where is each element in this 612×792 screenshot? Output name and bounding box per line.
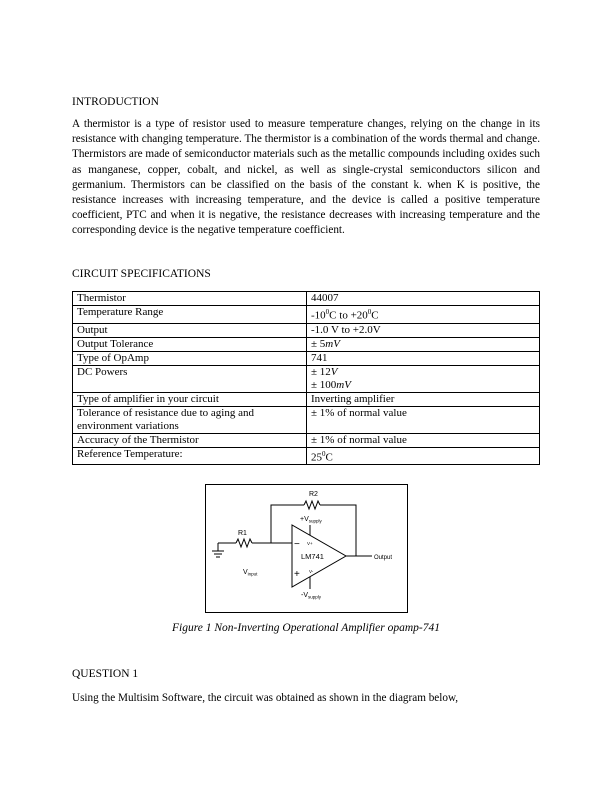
table-cell-value: -1.0 V to +2.0V: [307, 323, 540, 337]
value-part: C: [371, 309, 379, 322]
table-cell-value: [307, 447, 540, 465]
lm741-label: LM741: [301, 552, 324, 561]
table-cell-label: Type of OpAmp: [73, 351, 307, 365]
circuit-specifications-heading: CIRCUIT SPECIFICATIONS: [72, 268, 211, 280]
introduction-heading: INTRODUCTION: [72, 96, 159, 108]
table-cell-label: Thermistor: [73, 292, 307, 306]
table-cell-label: Temperature Range: [73, 306, 307, 324]
table-cell-value: 44007: [307, 292, 540, 306]
vminus-main: -V: [301, 592, 308, 599]
specifications-table: [72, 291, 540, 465]
table-row: [73, 365, 540, 392]
unit: V: [330, 365, 338, 378]
r1-resistor: [236, 539, 252, 547]
value-part: ± 12: [311, 365, 331, 378]
table-cell-label: Output: [73, 323, 307, 337]
table-row: [73, 351, 540, 365]
value-part: ± 5: [311, 337, 326, 350]
r1-label: R1: [238, 530, 247, 537]
vplus-supply-label: [300, 516, 323, 524]
opamp-circuit-diagram: [206, 485, 407, 612]
table-cell-value: [307, 337, 540, 351]
vinput-sub: input: [247, 571, 258, 577]
unit: mV: [325, 337, 340, 350]
vplus-sub: supply: [308, 518, 322, 524]
table-cell-value: ± 1% of normal value: [307, 433, 540, 447]
feedback-wire-right: [320, 505, 356, 556]
value-part: C: [325, 451, 333, 464]
figure-caption: Figure 1 Non-Inverting Operational Amplifier opamp-741: [172, 622, 440, 634]
table-row: [73, 447, 540, 465]
table-cell-label: Reference Temperature:: [73, 447, 307, 465]
r2-resistor: [304, 501, 320, 509]
vinput-label: [243, 569, 258, 577]
table-cell-label: Accuracy of the Thermistor: [73, 433, 307, 447]
value-part: C to +20: [329, 309, 368, 322]
introduction-paragraph: A thermistor is a type of resistor used to measure temperature changes, relying on the change in its resistance with changing temperature. The thermistor is a combination of the words thermal and change. Thermistors are made of semiconductor materials such as the metallic compounds including oxides such as manganese, copper, cobalt, and nickel, as well as single-crystal semiconductors silicon and germanium. Thermistors can be classified on the basis of the constant k. when K is positive, the resistance increases with increasing temperature, and the device is called a positive temperature coefficient, PTC and when it is negative, the resistance decreases with increasing temperature and the corresponding device is the negative temperature coefficient.: [72, 118, 540, 237]
r2-label: R2: [309, 491, 318, 498]
table-cell-value: Inverting amplifier: [307, 392, 540, 406]
table-row: [73, 306, 540, 324]
table-row: [73, 433, 540, 447]
table-row: [73, 323, 540, 337]
vminus-supply-label: [301, 592, 322, 600]
feedback-wire-left: [271, 505, 304, 543]
table-cell-value: [307, 365, 540, 392]
value-part: 25: [311, 451, 322, 464]
superscript: 0: [322, 449, 326, 458]
table-cell-value: [307, 306, 540, 324]
table-cell-label: Tolerance of resistance due to aging and environment variations: [73, 406, 307, 433]
value-part: -10: [311, 309, 326, 322]
superscript: 0: [325, 308, 330, 316]
vinput-main: V: [243, 569, 248, 576]
table-row: [73, 406, 540, 433]
noninverting-sign: +: [294, 569, 300, 580]
inverting-sign: −: [294, 539, 300, 550]
table-cell-label: Output Tolerance: [73, 337, 307, 351]
table-cell-label: Type of amplifier in your circuit: [73, 392, 307, 406]
vplus-main: +V: [300, 516, 309, 523]
table-row: [73, 392, 540, 406]
table-row: [73, 337, 540, 351]
table-row: [73, 292, 540, 306]
superscript: 0: [367, 308, 372, 316]
table-cell-value: 741: [307, 351, 540, 365]
table-cell-value: ± 1% of normal value: [307, 406, 540, 433]
question-1-heading: QUESTION 1: [72, 668, 139, 680]
circuit-figure: [205, 484, 408, 613]
unit: mV: [336, 378, 351, 391]
question-1-paragraph: Using the Multisim Software, the circuit was obtained as shown in the diagram below,: [72, 692, 459, 704]
vminus-pin-label: V-: [309, 569, 314, 574]
vminus-sub: supply: [308, 594, 322, 600]
value-part: ± 100: [311, 378, 337, 391]
table-cell-label: DC Powers: [73, 365, 307, 392]
output-label: Output: [374, 555, 393, 561]
vplus-pin-label: V+: [307, 541, 313, 546]
